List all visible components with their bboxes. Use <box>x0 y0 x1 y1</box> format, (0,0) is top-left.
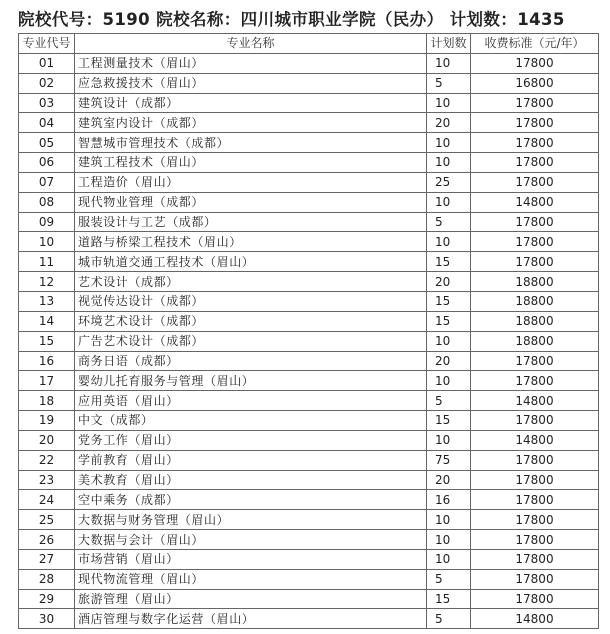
plan-count: 10 <box>427 549 471 569</box>
tuition-fee: 14800 <box>471 391 599 411</box>
major-code: 15 <box>19 331 75 351</box>
major-code: 08 <box>19 192 75 212</box>
table-row <box>19 430 599 450</box>
table-row <box>19 609 599 629</box>
major-code: 12 <box>19 272 75 292</box>
major-name: 艺术设计（成都） <box>75 272 427 292</box>
major-code: 01 <box>19 53 75 73</box>
plan-count: 20 <box>427 351 471 371</box>
major-name: 商务日语（成都） <box>75 351 427 371</box>
tuition-fee: 14800 <box>471 192 599 212</box>
table-row <box>19 549 599 569</box>
table-row <box>19 589 599 609</box>
major-name: 大数据与会计（眉山） <box>75 530 427 550</box>
major-name: 酒店管理与数字化运营（眉山） <box>75 609 427 629</box>
table-row <box>19 252 599 272</box>
tuition-fee: 14800 <box>471 430 599 450</box>
tuition-fee: 17800 <box>471 470 599 490</box>
major-name: 应急救援技术（眉山） <box>75 73 427 93</box>
plan-count: 10 <box>427 430 471 450</box>
table-row <box>19 172 599 192</box>
table-row <box>19 192 599 212</box>
tuition-fee: 17800 <box>471 411 599 431</box>
plan-count: 15 <box>427 291 471 311</box>
major-name: 道路与桥梁工程技术（眉山） <box>75 232 427 252</box>
major-code: 06 <box>19 153 75 173</box>
tuition-fee: 18800 <box>471 311 599 331</box>
table-row <box>19 391 599 411</box>
plan-count: 5 <box>427 391 471 411</box>
major-code: 22 <box>19 450 75 470</box>
table-row <box>19 351 599 371</box>
table-row <box>19 73 599 93</box>
table-row <box>19 232 599 252</box>
major-code: 20 <box>19 430 75 450</box>
major-code: 24 <box>19 490 75 510</box>
plan-count: 5 <box>427 569 471 589</box>
plan-count: 10 <box>427 93 471 113</box>
major-name: 视觉传达设计（成都） <box>75 291 427 311</box>
major-code: 02 <box>19 73 75 93</box>
col-header-plan: 计划数 <box>427 34 471 54</box>
major-name: 工程造价（眉山） <box>75 172 427 192</box>
plan-count: 15 <box>427 589 471 609</box>
table-row <box>19 450 599 470</box>
tuition-fee: 17800 <box>471 530 599 550</box>
tuition-fee: 17800 <box>471 93 599 113</box>
plan-count: 10 <box>427 232 471 252</box>
plan-count: 5 <box>427 609 471 629</box>
major-name: 旅游管理（眉山） <box>75 589 427 609</box>
tuition-fee: 17800 <box>471 589 599 609</box>
plan-count: 10 <box>427 133 471 153</box>
plan-count: 5 <box>427 212 471 232</box>
major-code: 25 <box>19 510 75 530</box>
major-code: 28 <box>19 569 75 589</box>
table-row <box>19 93 599 113</box>
tuition-fee: 17800 <box>471 252 599 272</box>
table-row <box>19 212 599 232</box>
col-header-fee: 收费标准（元/年） <box>471 34 599 54</box>
col-header-name: 专业名称 <box>75 34 427 54</box>
plan-count: 20 <box>427 272 471 292</box>
plan-count: 75 <box>427 450 471 470</box>
major-name: 城市轨道交通工程技术（眉山） <box>75 252 427 272</box>
table-row <box>19 133 599 153</box>
major-code: 05 <box>19 133 75 153</box>
major-name: 现代物业管理（成都） <box>75 192 427 212</box>
table-row <box>19 371 599 391</box>
table-row <box>19 530 599 550</box>
major-code: 23 <box>19 470 75 490</box>
tuition-fee: 17800 <box>471 510 599 530</box>
major-code: 03 <box>19 93 75 113</box>
plan-count: 10 <box>427 192 471 212</box>
major-code: 10 <box>19 232 75 252</box>
enrollment-table <box>18 33 599 629</box>
table-row <box>19 272 599 292</box>
tuition-fee: 17800 <box>471 153 599 173</box>
tuition-fee: 17800 <box>471 172 599 192</box>
table-row <box>19 153 599 173</box>
tuition-fee: 17800 <box>471 549 599 569</box>
major-name: 广告艺术设计（成都） <box>75 331 427 351</box>
plan-count: 15 <box>427 411 471 431</box>
table-row <box>19 113 599 133</box>
tuition-fee: 18800 <box>471 291 599 311</box>
major-name: 大数据与财务管理（眉山） <box>75 510 427 530</box>
major-code: 14 <box>19 311 75 331</box>
col-header-code: 专业代号 <box>19 34 75 54</box>
plan-count: 10 <box>427 530 471 550</box>
major-name: 空中乘务（成都） <box>75 490 427 510</box>
plan-count: 10 <box>427 371 471 391</box>
tuition-fee: 17800 <box>471 232 599 252</box>
major-code: 09 <box>19 212 75 232</box>
tuition-fee: 17800 <box>471 113 599 133</box>
tuition-fee: 18800 <box>471 272 599 292</box>
major-name: 建筑设计（成都） <box>75 93 427 113</box>
plan-count: 25 <box>427 172 471 192</box>
plan-count: 10 <box>427 153 471 173</box>
tuition-fee: 16800 <box>471 73 599 93</box>
plan-count: 10 <box>427 510 471 530</box>
plan-count: 20 <box>427 113 471 133</box>
major-name: 建筑工程技术（眉山） <box>75 153 427 173</box>
major-name: 环境艺术设计（成都） <box>75 311 427 331</box>
major-name: 美术教育（眉山） <box>75 470 427 490</box>
major-code: 07 <box>19 172 75 192</box>
major-code: 16 <box>19 351 75 371</box>
table-row <box>19 291 599 311</box>
table-row <box>19 490 599 510</box>
major-code: 30 <box>19 609 75 629</box>
table-row <box>19 510 599 530</box>
table-row <box>19 311 599 331</box>
plan-count: 5 <box>427 73 471 93</box>
major-code: 11 <box>19 252 75 272</box>
major-name: 工程测量技术（眉山） <box>75 53 427 73</box>
tuition-fee: 17800 <box>471 53 599 73</box>
major-name: 应用英语（眉山） <box>75 391 427 411</box>
tuition-fee: 17800 <box>471 569 599 589</box>
major-name: 学前教育（眉山） <box>75 450 427 470</box>
tuition-fee: 17800 <box>471 371 599 391</box>
tuition-fee: 18800 <box>471 331 599 351</box>
major-code: 04 <box>19 113 75 133</box>
plan-count: 16 <box>427 490 471 510</box>
table-row <box>19 411 599 431</box>
major-name: 服装设计与工艺（成都） <box>75 212 427 232</box>
plan-count: 15 <box>427 311 471 331</box>
major-name: 现代物流管理（眉山） <box>75 569 427 589</box>
plan-count: 20 <box>427 470 471 490</box>
table-row <box>19 53 599 73</box>
tuition-fee: 17800 <box>471 450 599 470</box>
tuition-fee: 17800 <box>471 133 599 153</box>
tuition-fee: 17800 <box>471 212 599 232</box>
plan-count: 10 <box>427 53 471 73</box>
major-code: 13 <box>19 291 75 311</box>
major-code: 26 <box>19 530 75 550</box>
plan-count: 15 <box>427 252 471 272</box>
table-row <box>19 569 599 589</box>
tuition-fee: 17800 <box>471 490 599 510</box>
major-name: 市场营销（眉山） <box>75 549 427 569</box>
tuition-fee: 14800 <box>471 609 599 629</box>
major-name: 建筑室内设计（成都） <box>75 113 427 133</box>
major-name: 中文（成都） <box>75 411 427 431</box>
header-row <box>19 34 599 54</box>
major-code: 17 <box>19 371 75 391</box>
plan-count: 10 <box>427 331 471 351</box>
major-code: 27 <box>19 549 75 569</box>
major-code: 19 <box>19 411 75 431</box>
major-name: 婴幼儿托育服务与管理（眉山） <box>75 371 427 391</box>
major-name: 智慧城市管理技术（成都） <box>75 133 427 153</box>
tuition-fee: 17800 <box>471 351 599 371</box>
major-name: 党务工作（眉山） <box>75 430 427 450</box>
table-row <box>19 470 599 490</box>
major-code: 18 <box>19 391 75 411</box>
table-row <box>19 331 599 351</box>
page-title: 院校代号：5190 院校名称：四川城市职业学院（民办） 计划数：1435 <box>18 10 565 29</box>
major-code: 29 <box>19 589 75 609</box>
